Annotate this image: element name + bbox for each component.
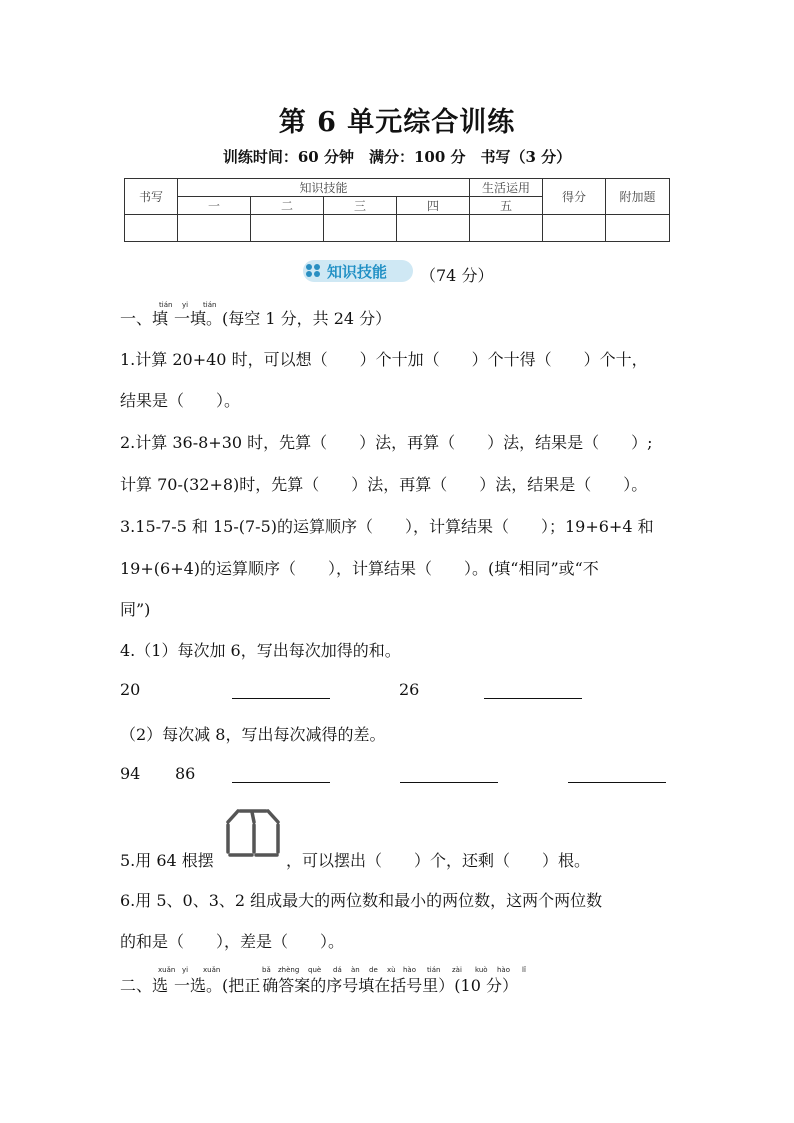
score-col-total: 得分 xyxy=(543,179,606,215)
pinyin-annotation: zài xyxy=(452,966,462,974)
score-cell[interactable] xyxy=(470,215,543,242)
score-group-knowledge: 知识技能 xyxy=(178,179,470,197)
dots-icon xyxy=(306,264,322,278)
score-cell[interactable] xyxy=(125,215,178,242)
pinyin-annotation: zhèng xyxy=(278,966,300,974)
part1-heading: 一、填 一填。(每空 1 分，共 24 分） xyxy=(120,309,392,328)
score-group-life: 生活运用 xyxy=(470,179,543,197)
pinyin-annotation: yi xyxy=(182,966,189,974)
score-cell[interactable] xyxy=(178,215,251,242)
page-title: 第 6 单元综合训练 xyxy=(278,107,516,138)
q6-line2: 的和是（ ），差是（ ）。 xyxy=(120,932,345,951)
q4-mid-value: 26 xyxy=(399,680,420,699)
answer-blank[interactable] xyxy=(484,698,582,699)
pinyin-annotation: yi xyxy=(182,301,189,309)
q5-suffix: ，可以摆出（ ）个，还剩（ ）根。 xyxy=(286,851,591,870)
score-sub-5: 五 xyxy=(470,197,543,215)
q3-line1: 3.15-7-5 和 15-(7-5)的运算顺序（ ），计算结果（ ）；19+6+4 和 xyxy=(120,517,654,536)
score-sub-3: 三 xyxy=(324,197,397,215)
pinyin-annotation: tián xyxy=(159,301,173,309)
q2-line2: 计算 70-(32+8)时，先算（ ）法，再算（ ）法，结果是（ ）。 xyxy=(120,475,648,494)
q3-line2: 19+(6+4)的运算顺序（ ），计算结果（ ）。(填“相同”或“不 xyxy=(120,559,599,578)
q4-value-1: 94 xyxy=(120,764,141,783)
section-points: （74 分） xyxy=(420,266,494,285)
q3-line3: 同”) xyxy=(120,600,151,619)
pinyin-annotation: hào xyxy=(497,966,511,974)
pinyin-annotation: àn xyxy=(351,966,360,974)
section-label: 知识技能 xyxy=(327,263,388,281)
answer-blank[interactable] xyxy=(568,782,666,783)
pinyin-annotation: xù xyxy=(387,966,396,974)
pinyin-annotation: kuò xyxy=(475,966,488,974)
score-cell[interactable] xyxy=(251,215,324,242)
score-sub-4: 四 xyxy=(397,197,470,215)
answer-blank[interactable] xyxy=(232,698,330,699)
q2-line1: 2.计算 36-8+30 时，先算（ ）法，再算（ ）法，结果是（ ）; xyxy=(120,433,653,452)
score-cell[interactable] xyxy=(397,215,470,242)
score-cell[interactable] xyxy=(324,215,397,242)
pinyin-annotation: tián xyxy=(203,301,217,309)
q1-line2: 结果是（ ）。 xyxy=(120,391,241,410)
pinyin-annotation: hào xyxy=(403,966,417,974)
q4-start-value: 20 xyxy=(120,680,141,699)
q4-line1: 4.（1）每次加 6，写出每次加得的和。 xyxy=(120,641,401,660)
matchstick-house-icon xyxy=(224,808,282,858)
pinyin-annotation: de xyxy=(369,966,378,974)
q1-line1: 1.计算 20+40 时，可以想（ ）个十加（ ）个十得（ ）个十， xyxy=(120,350,648,369)
answer-blank[interactable] xyxy=(232,782,330,783)
pinyin-annotation: què xyxy=(308,966,322,974)
q6-line1: 6.用 5、0、3、2 组成最大的两位数和最小的两位数，这两个两位数 xyxy=(120,891,603,910)
q4-line2: （2）每次减 8，写出每次减得的差。 xyxy=(120,725,386,744)
q4-value-2: 86 xyxy=(175,764,196,783)
pinyin-annotation: tián xyxy=(427,966,441,974)
pinyin-annotation: xuǎn xyxy=(158,966,176,974)
score-table xyxy=(124,178,670,242)
score-sub-1: 一 xyxy=(178,197,251,215)
score-cell[interactable] xyxy=(543,215,606,242)
score-col-write: 书写 xyxy=(125,179,178,215)
score-cell[interactable] xyxy=(606,215,670,242)
score-sub-2: 二 xyxy=(251,197,324,215)
section-badge xyxy=(303,260,413,282)
pinyin-annotation: dá xyxy=(333,966,342,974)
score-col-bonus: 附加题 xyxy=(606,179,670,215)
exam-info: 训练时间：60 分钟 满分：100 分 书写（3 分） xyxy=(222,148,572,166)
pinyin-annotation: bǎ xyxy=(262,966,271,974)
q5-prefix: 5.用 64 根摆 xyxy=(120,851,214,870)
pinyin-annotation: xuǎn xyxy=(203,966,221,974)
part2-heading: 二、选 一选。(把正 确答案的序号填在括号里）(10 分） xyxy=(120,976,518,995)
pinyin-annotation: lǐ xyxy=(522,966,526,974)
answer-blank[interactable] xyxy=(400,782,498,783)
